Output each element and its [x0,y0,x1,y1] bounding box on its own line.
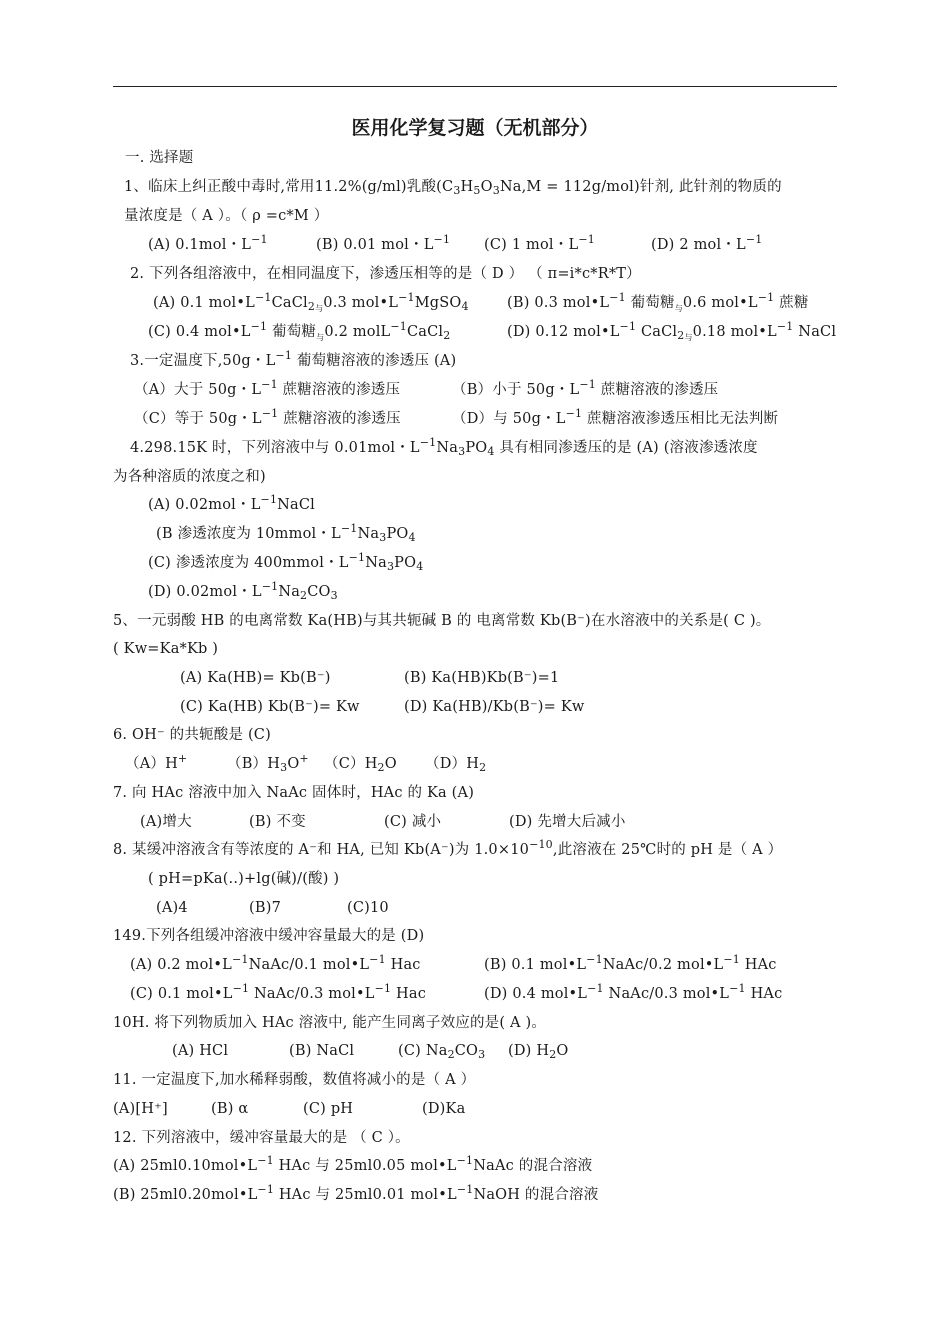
q5-option-a: (A) Ka(HB)= Kb(B⁻) [180,670,331,686]
q3-option-b: （B）小于 50g・$L^{-1}$ 蔗糖溶液的渗透压 [452,378,719,398]
q9-option-a: (A) 0.2 $mol•L^{-1}NaAc/0.1$ $mol•L^{-1}$ Hac [130,953,421,973]
q5-stem-line2: ( Kw=Ka*Kb ) [113,641,219,657]
q3-option-d: （D）与 50g・$L^{-1}$ 蔗糖溶液渗透压相比无法判断 [452,407,779,427]
q11-stem: 11. 一定温度下,加水稀释弱酸，数值将减小的是（ A ） [113,1072,476,1088]
q2-option-d: (D) 0.12 $mol•L^{-1}$ CaCl$_{2与}$0.18 $mol•L^{-1}$ NaCl [507,320,837,342]
q4-option-c: (C) 渗透浓度为 400mmol・$L^{-1}Na_3PO_4$ [148,551,424,573]
q6-option-a: （A）H+ [125,752,188,772]
q11-option-c: (C) pH [303,1101,354,1117]
q9-option-b: (B) 0.1 $mol•L^{-1}NaAc/0.2$ $mol•L^{-1}$ HAc [484,953,777,973]
header-rule [113,86,837,87]
q9-option-c: (C) 0.1 $mol•L^{-1}$ NaAc/0.3 $mol•L^{-1}$ Hac [130,982,427,1002]
q6-option-d: $(D)H_2$ [425,756,487,774]
q4-option-a: (A) 0.02mol・$L^{-1}NaCl$ [148,493,316,513]
q1-option-c: (C) 1 mol・$L^{-1}$ [484,233,595,253]
page-title: 医用化学复习题（无机部分） [351,117,599,139]
q6-stem: 6. OH⁻ 的共轭酸是 (C) [113,727,271,743]
q1-stem-line2: 量浓度是（ A ）。（ ρ =c*M ） [124,208,329,224]
q10-stem: 10H. 将下列物质加入 HAc 溶液中, 能产生同离子效应的是( A )。 [113,1015,547,1031]
q4-option-b: (B 渗透浓度为 10mmol・$L^{-1}Na_3PO_4$ [156,522,416,544]
q12-stem: 12. 下列溶液中，缓冲容量最大的是 （ C ）。 [113,1130,410,1146]
q12-option-a: (A) $25ml0.10mol•L^{-1}$ HAc 与 25ml0.05 $mol•L^{-1}NaAc$ 的混合溶液 [113,1154,593,1174]
q1-stem: 1、临床上纠正酸中毒时,常用11.2%(g/ml)乳酸$(C_3H_5O_3Na,M = 112g/mol)$针剂, 此针剂的物质的 [124,179,782,197]
q10-option-b: (B) NaCl [289,1043,355,1059]
q11-option-a: (A)[H⁺] [113,1101,168,1117]
q4-option-d: (D) 0.02mol・$L^{-1}Na_2CO_3$ [148,580,338,602]
q11-option-b: (B) α [211,1101,249,1117]
q5-option-d: (D) Ka(HB)/Kb(B⁻)= Kw [404,699,585,715]
q10-option-d: (D) $H_2O$ [508,1043,569,1061]
q2-option-b: (B) 0.3 $mol•L^{-1}$ 葡萄糖$_与$0.6 $mol•L^{-1}$ 蔗糖 [507,291,809,313]
q9-option-d: (D) 0.4 $mol•L^{-1}$ NaAc/0.3 $mol•L^{-1}$ HAc [484,982,783,1002]
q3-option-c: （C）等于 50g・$L^{-1}$ 蔗糖溶液的渗透压 [134,407,401,427]
q2-option-a: (A) 0.1 $mol•L^{-1}CaCl_{2与}0.3$ $mol•L^{-1}MgSO_4$ [153,291,469,313]
q2-option-c: (C) 0.4 $mol•L^{-1}$ 葡萄糖$_与$0.2 molL$^{-1}$CaCl$_2$ [148,320,451,342]
q5-option-c: (C) Ka(HB) Kb(B⁻)= Kw [180,699,360,715]
q10-option-c: (C) $Na_2CO_3$ [398,1043,486,1061]
q2-stem: 2. 下列各组溶液中，在相同温度下，渗透压相等的是（ D ） （ π=i*c*R*T） [130,266,641,282]
q9-stem: 149.下列各组缓冲溶液中缓冲容量最大的是 (D) [113,928,425,944]
q5-stem: 5、一元弱酸 HB 的电离常数 Ka(HB)与其共轭碱 B 的 电离常数 Kb(B⁻)在水溶液中的关系是( C )。 [113,613,771,629]
q8-option-a: (A)4 [156,900,188,916]
q4-stem-line2: 为各种溶质的浓度之和) [113,469,266,485]
q7-option-a: (A)增大 [140,814,192,830]
q1-option-a: (A) 0.1mol・$L^{-1}$ [148,233,268,253]
q7-stem: 7. 向 HAc 溶液中加入 NaAc 固体时，HAc 的 Ka (A) [113,785,475,801]
q3-option-a: （A）大于 50g・$L^{-1}$ 蔗糖溶液的渗透压 [134,378,401,398]
q7-option-b: (B) 不变 [249,814,306,830]
q12-option-b: (B) $25ml0.20mol•L^{-1}$ HAc 与 25ml0.01 $mol•L^{-1}NaOH$ 的混合溶液 [113,1183,599,1203]
q10-option-a: (A) HCl [172,1043,229,1059]
q8-formula: ( pH=pKa(..)+lg(碱)/(酸) ) [148,871,340,887]
q6-option-b: $(B)H_3O^+$ [227,752,309,774]
q1-option-b: (B) 0.01 mol・$L^{-1}$ [316,233,451,253]
q8-option-b: (B)7 [249,900,281,916]
q7-option-d: (D) 先增大后减小 [509,814,626,830]
q7-option-c: (C) 减小 [384,814,442,830]
q4-stem: 4.298.15K 时，下列溶液中与 0.01mol・$L^{-1}Na_3PO_4$ 具有相同渗透压的是 (A) (溶液渗透浓度 [130,436,758,458]
q3-stem: 3.一定温度下,50g・$L^{-1}$ 葡萄糖溶液的渗透压 (A) [130,349,457,369]
q8-stem: 8. 某缓冲溶液含有等浓度的 A⁻和 HA, 已知 Kb(A⁻)为 $1.0\times 10^{-10}$,此溶液在 25℃时的 pH 是（ A ） [113,838,783,858]
q11-option-d: (D)Ka [422,1101,466,1117]
section-heading: 一. 选择题 [125,150,194,166]
q5-option-b: (B) Ka(HB)Kb(B⁻)=1 [404,670,560,686]
q8-option-c: (C)10 [347,900,389,916]
q1-option-d: (D) 2 mol・$L^{-1}$ [651,233,763,253]
q6-option-c: $(C)H_2O$ [324,756,397,774]
